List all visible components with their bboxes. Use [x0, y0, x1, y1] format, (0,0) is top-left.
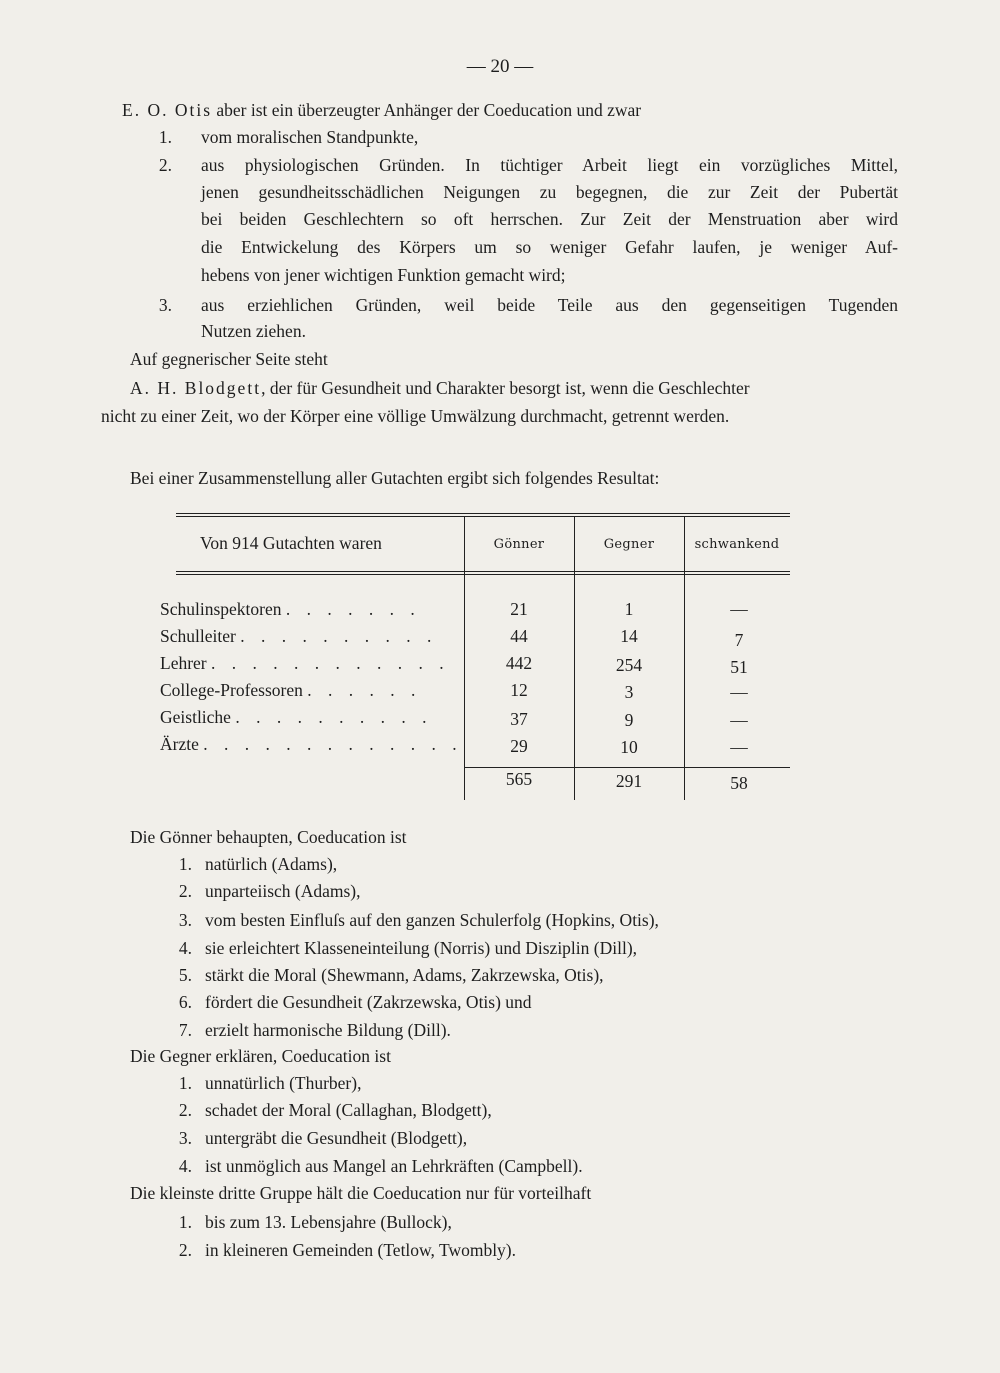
total-gegner: 291 [615, 771, 643, 791]
list-item-text: untergräbt die Gesundheit (Blodgett), [205, 1128, 468, 1148]
total-schwankend: 58 [730, 773, 748, 793]
list-item-text: stärkt die Moral (Shewmann, Adams, Zakrzewska, Otis), [205, 965, 604, 985]
row-label: Lehrer . . . . . . . . . . . . [160, 653, 450, 673]
list-item-text: vom moralischen Standpunkte, [201, 127, 419, 147]
cell-schwankend: — [730, 682, 748, 702]
list-item-text: vom besten Einfluſs auf den ganzen Schulerfolg (Hopkins, Otis), [205, 910, 659, 930]
list-number: 3. [178, 910, 192, 930]
opponent-intro: Auf gegnerischer Seite steht [130, 349, 328, 369]
list-item-text: aus erziehlichen Gründen, weil beide Teile aus den gegenseitigen Tugenden [201, 295, 898, 315]
list-number: 1. [178, 1073, 192, 1093]
total-goenner: 565 [505, 769, 533, 789]
cell-goenner: 37 [510, 709, 528, 729]
cell-schwankend: — [730, 599, 748, 619]
row-label: Schulinspektoren . . . . . . . [160, 599, 421, 619]
proponents-intro: Die Gönner behaupten, Coeducation ist [130, 827, 407, 847]
row-label: Ärzte . . . . . . . . . . . . . [160, 734, 463, 754]
list-number: 1. [178, 854, 192, 874]
table-top-rule-2 [176, 516, 790, 517]
row-label: Schulleiter . . . . . . . . . . [160, 626, 438, 646]
list-number: 4. [178, 938, 192, 958]
list-number: 2. [178, 1100, 192, 1120]
list-item-text: jenen gesundheitsschädlichen Neigungen zu begegnen, die zur Zeit der Pubertät [201, 182, 898, 202]
page-number: — 20 — [466, 56, 534, 77]
otis-intro-text: aber ist ein überzeugter Anhänger der Coeducation und zwar [216, 100, 642, 120]
cell-gegner: 14 [620, 626, 638, 646]
column-header-schwankend: schwankend [694, 537, 780, 552]
table-header-label: Von 914 Gutachten waren [200, 533, 382, 553]
cell-goenner: 29 [510, 736, 528, 756]
list-number: 2. [178, 881, 192, 901]
list-item-text: aus physiologischen Gründen. In tüchtiger Arbeit liegt ein vorzügliches Mittel, [201, 155, 898, 175]
author-name-blodgett: A. H. Blodgett [130, 378, 262, 398]
list-item-text: unparteiisch (Adams), [205, 881, 361, 901]
list-number: 1. [158, 127, 172, 147]
cell-schwankend: — [730, 737, 748, 757]
list-item-text: hebens von jener wichtigen Funktion gemacht wird; [201, 265, 566, 285]
list-number: 7. [178, 1020, 192, 1040]
cell-schwankend: 51 [730, 657, 748, 677]
list-number: 3. [178, 1128, 192, 1148]
otis-intro-line [122, 99, 641, 121]
list-number: 5. [178, 965, 192, 985]
blodgett-line-1 [130, 377, 898, 399]
list-item-text: fördert die Gesundheit (Zakrzewska, Otis) und [205, 992, 532, 1012]
cell-goenner: 44 [510, 626, 528, 646]
row-label: College-Professoren . . . . . . [160, 680, 422, 700]
list-item-text: erzielt harmonische Bildung (Dill). [205, 1020, 451, 1040]
list-item-text: schadet der Moral (Callaghan, Blodgett), [205, 1100, 492, 1120]
list-item-text: ist unmöglich aus Mangel an Lehrkräften (Campbell). [205, 1156, 583, 1176]
author-name-otis: E. O. Otis [122, 100, 212, 120]
third-group-intro: Die kleinste dritte Gruppe hält die Coeducation nur für vorteilhaft [130, 1183, 592, 1203]
summary-intro: Bei einer Zusammenstellung aller Gutachten ergibt sich folgendes Resultat: [130, 468, 660, 488]
table-top-rule [176, 513, 790, 514]
list-item-text: in kleineren Gemeinden (Tetlow, Twombly). [205, 1240, 517, 1260]
cell-gegner: 3 [624, 682, 634, 702]
cell-gegner: 1 [624, 599, 634, 619]
column-header-gegner: Gegner [603, 537, 655, 552]
list-item-text: Nutzen ziehen. [201, 321, 306, 341]
list-number: 4. [178, 1156, 192, 1176]
totals-rule [464, 767, 790, 768]
cell-gegner: 254 [615, 655, 643, 675]
list-number: 6. [178, 992, 192, 1012]
cell-gegner: 9 [624, 710, 634, 730]
blodgett-line-2: nicht zu einer Zeit, wo der Körper eine völlige Umwälzung durchmacht, getrennt werden. [101, 406, 730, 426]
list-item-text: bis zum 13. Lebensjahre (Bullock), [205, 1212, 452, 1232]
header-rule [176, 571, 790, 572]
column-header-goenner: Gönner [493, 537, 545, 552]
list-item-text: sie erleichtert Klasseneinteilung (Norris) und Disziplin (Dill), [205, 938, 638, 958]
list-item-text: unnatürlich (Thurber), [205, 1073, 362, 1093]
cell-schwankend: — [730, 710, 748, 730]
cell-gegner: 10 [620, 737, 638, 757]
cell-goenner: 12 [510, 680, 528, 700]
list-item-text: natürlich (Adams), [205, 854, 338, 874]
list-number: 1. [178, 1212, 192, 1232]
blodgett-text: , der für Gesundheit und Charakter besorgt ist, wenn die Geschlechter [261, 378, 750, 398]
opponents-intro: Die Gegner erklären, Coeducation ist [130, 1046, 391, 1066]
list-item-text: die Entwickelung des Körpers um so weniger Gefahr laufen, je weniger Auf- [201, 237, 898, 257]
list-number: 2. [178, 1240, 192, 1260]
header-rule-2 [176, 574, 790, 575]
results-table [160, 513, 790, 800]
list-number: 3. [158, 295, 172, 315]
cell-schwankend: 7 [734, 630, 744, 650]
list-number: 2. [158, 155, 172, 175]
row-label: Geistliche . . . . . . . . . . [160, 707, 433, 727]
list-item-text: bei beiden Geschlechtern so oft herrschen. Zur Zeit der Menstruation aber wird [201, 209, 898, 229]
cell-goenner: 21 [510, 599, 528, 619]
cell-goenner: 442 [505, 653, 533, 673]
